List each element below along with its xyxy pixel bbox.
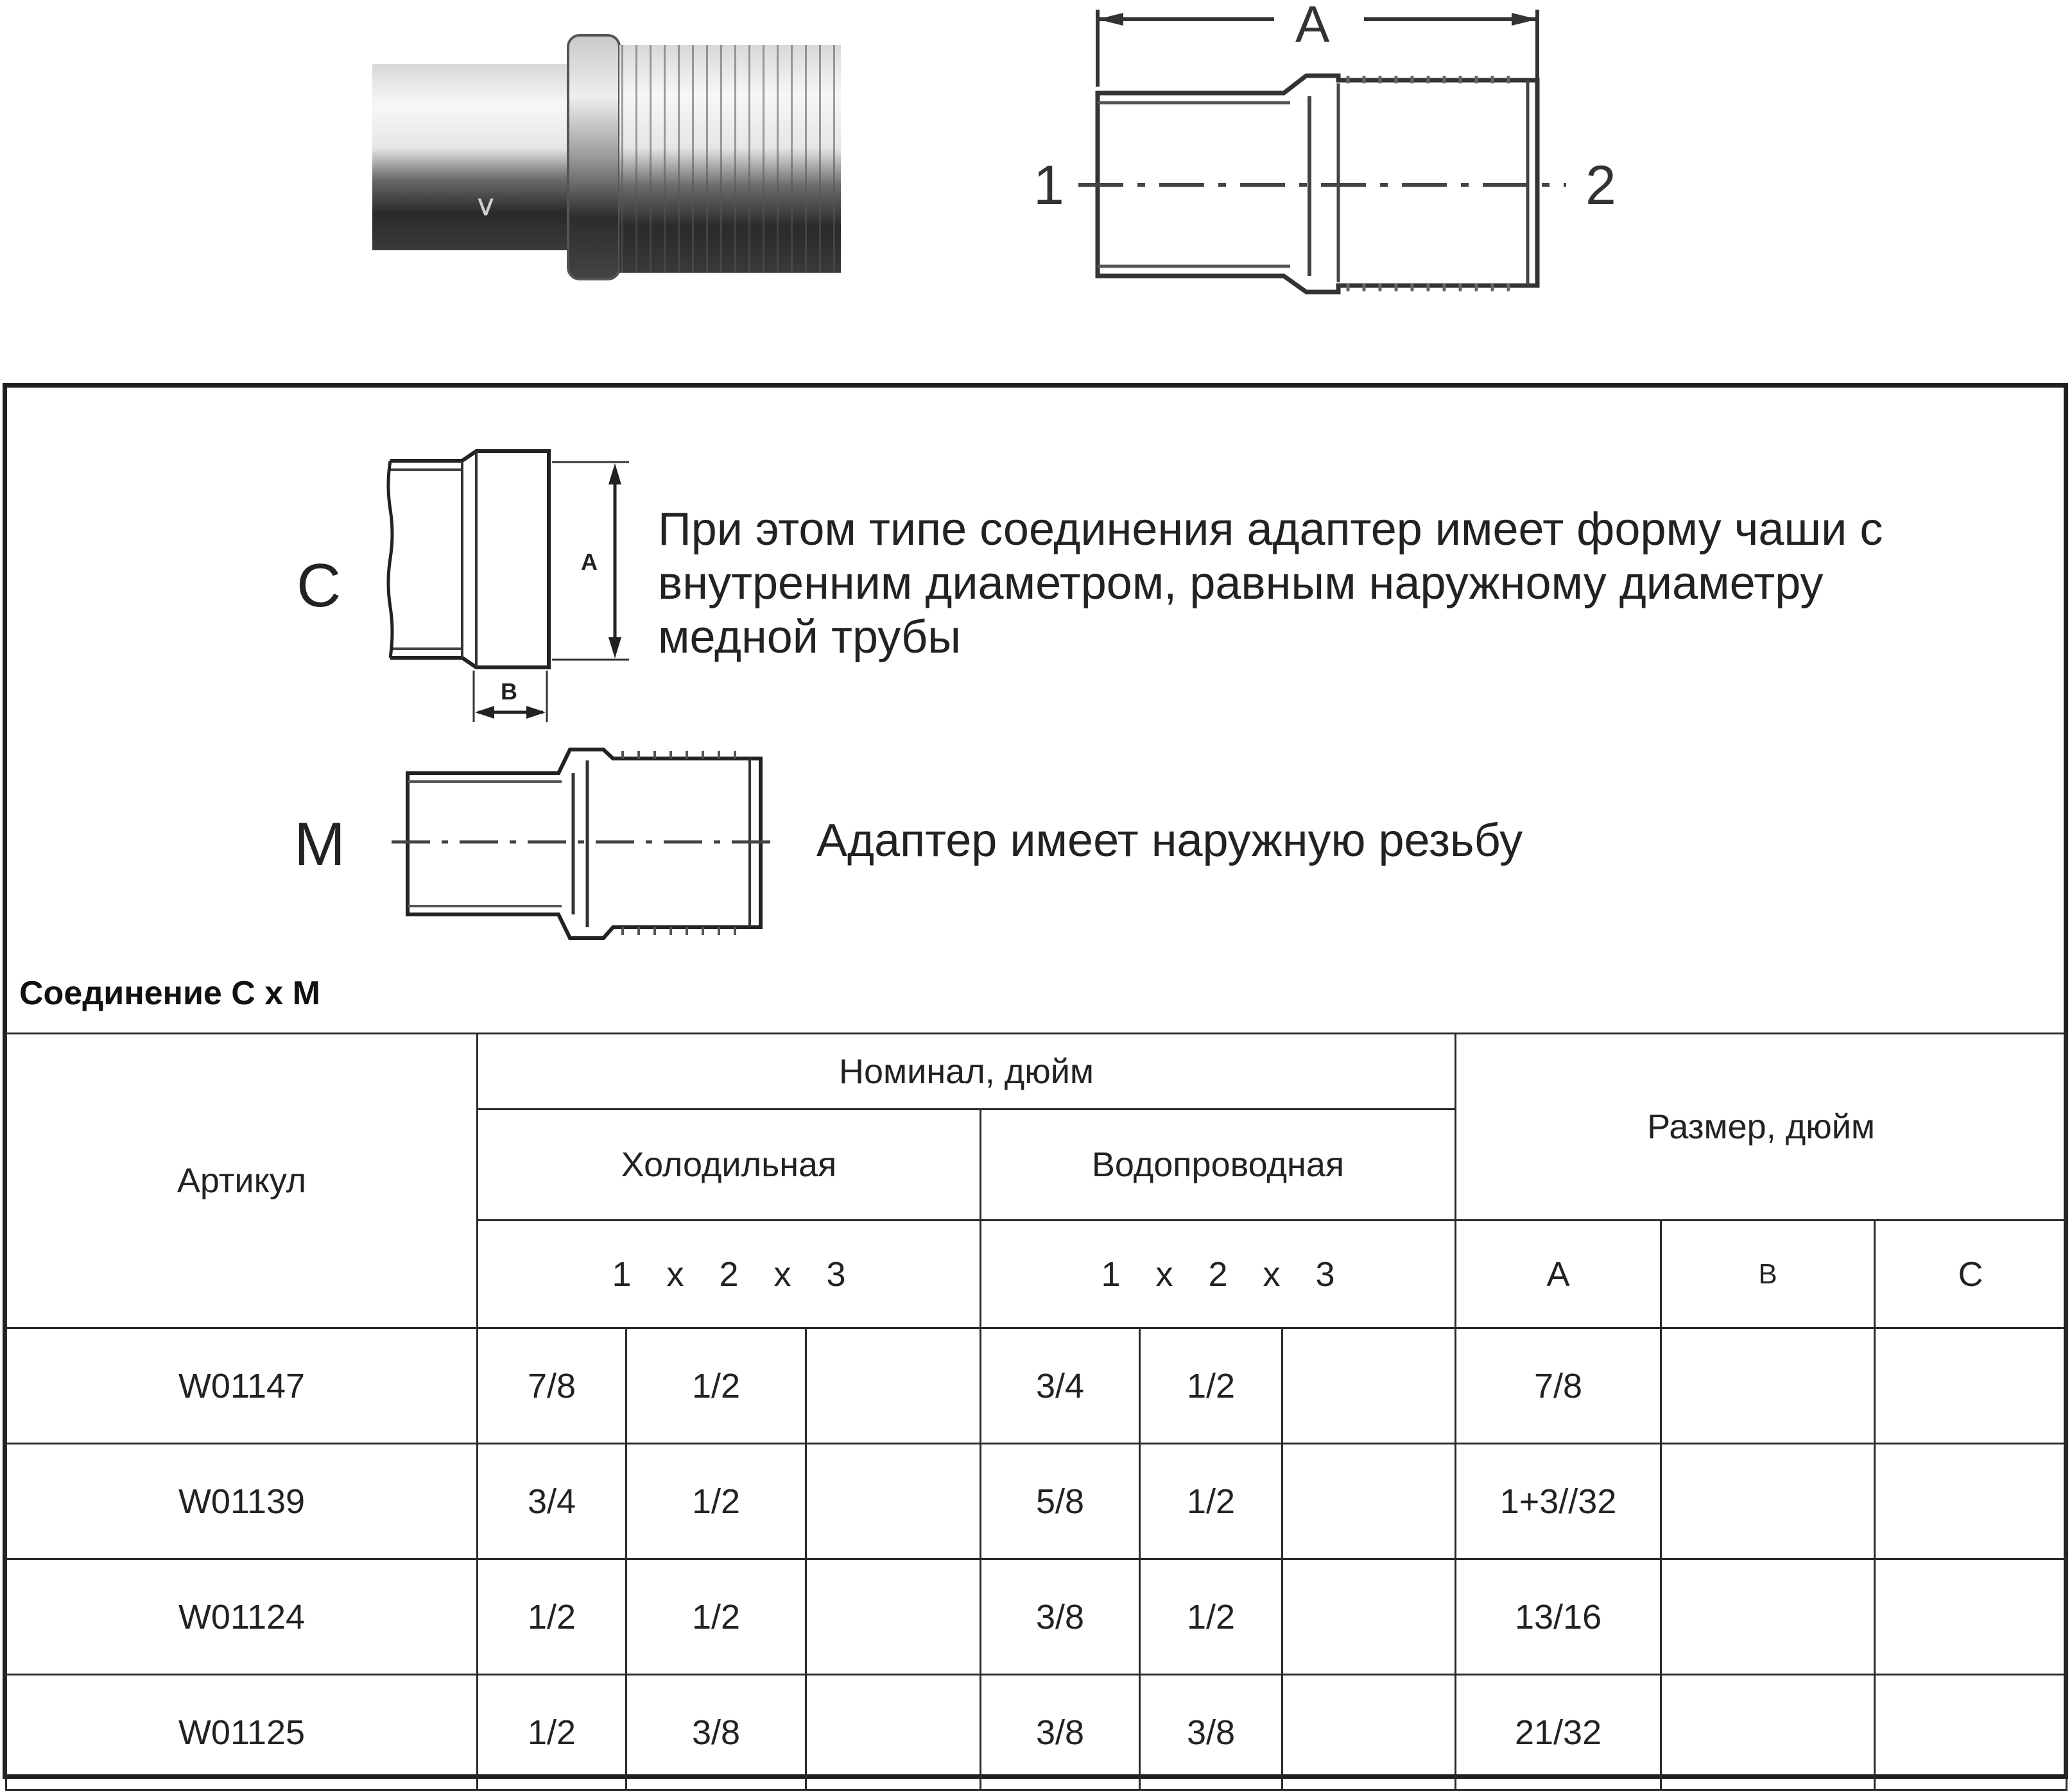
- legend-c-letter: C: [297, 551, 341, 620]
- water-3-cell: [1282, 1675, 1456, 1790]
- water-3-cell: [1282, 1444, 1456, 1559]
- legend-m-description: Адаптер имеет наружную резьбу: [816, 815, 1523, 866]
- cup-dim-a-label: A: [581, 549, 598, 575]
- nominal-header: Номинал, дюйм: [478, 1034, 1456, 1110]
- refrig-2-cell: 1/2: [626, 1559, 806, 1675]
- table-row: [6, 1444, 2067, 1559]
- refrigeration-header: Холодильная: [478, 1110, 981, 1221]
- size-c-cell: [1875, 1559, 2067, 1675]
- size-header: Размер, дюйм: [1456, 1034, 2067, 1221]
- refrig-1-cell: 1/2: [478, 1559, 626, 1675]
- size-b-cell: [1661, 1675, 1875, 1790]
- size-c-cell: [1875, 1675, 2067, 1790]
- refrig-2-cell: 1/2: [626, 1444, 806, 1559]
- section-title: Соединение С х М: [19, 975, 320, 1012]
- size-c-cell: [1875, 1328, 2067, 1444]
- cup-dim-b-label: B: [501, 678, 517, 705]
- article-cell: W01125: [6, 1675, 478, 1790]
- svg-text:ⴸ: ⴸ: [478, 196, 494, 220]
- refrig-1-cell: 1/2: [478, 1675, 626, 1790]
- col-b-header: B: [1661, 1221, 1875, 1328]
- size-b-cell: [1661, 1328, 1875, 1444]
- size-b-cell: [1661, 1559, 1875, 1675]
- water-2-cell: 1/2: [1140, 1559, 1282, 1675]
- table-row: [6, 1675, 2067, 1790]
- legend-m-letter: M: [294, 810, 345, 878]
- col-a-header: A: [1456, 1221, 1661, 1328]
- article-cell: W01147: [6, 1328, 478, 1444]
- dimension-a-label: A: [1295, 0, 1330, 53]
- size-b-cell: [1661, 1444, 1875, 1559]
- refrig-3-cell: [806, 1328, 981, 1444]
- refrig-3-cell: [806, 1559, 981, 1675]
- water-1-cell: 3/8: [981, 1675, 1140, 1790]
- size-a-cell: 21/32: [1456, 1675, 1661, 1790]
- table-row: [6, 1559, 2067, 1675]
- size-a-cell: 13/16: [1456, 1559, 1661, 1675]
- water-2-cell: 3/8: [1140, 1675, 1282, 1790]
- water-1-cell: 5/8: [981, 1444, 1140, 1559]
- refrig-3-cell: [806, 1444, 981, 1559]
- article-cell: W01139: [6, 1444, 478, 1559]
- col-c-header: C: [1875, 1221, 2067, 1328]
- size-a-cell: 1+3//32: [1456, 1444, 1661, 1559]
- spec-table: [5, 1033, 2068, 1791]
- water-3-cell: [1282, 1328, 1456, 1444]
- refrig-2-cell: 3/8: [626, 1675, 806, 1790]
- end-label-2: 2: [1585, 155, 1616, 216]
- table-row: [6, 1328, 2067, 1444]
- water-3-cell: [1282, 1559, 1456, 1675]
- size-a-cell: 7/8: [1456, 1328, 1661, 1444]
- size-c-cell: [1875, 1444, 2067, 1559]
- refrig-1-cell: 3/4: [478, 1444, 626, 1559]
- water-header: Водопроводная: [981, 1110, 1456, 1221]
- refrig-3-cell: [806, 1675, 981, 1790]
- water-1-cell: 3/4: [981, 1328, 1140, 1444]
- legend-c-description: При этом типе соединения адаптер имеет форму чаши с внутренним диаметром, равным наружному диаметру медной трубы: [658, 504, 1883, 663]
- end-label-1: 1: [1033, 155, 1064, 216]
- article-cell: W01124: [6, 1559, 478, 1675]
- refrig-2-cell: 1/2: [626, 1328, 806, 1444]
- water-2-cell: 1/2: [1140, 1444, 1282, 1559]
- water-2-cell: 1/2: [1140, 1328, 1282, 1444]
- water-index: 1 x 2 x 3: [981, 1221, 1456, 1328]
- refrigeration-index: 1 x 2 x 3: [478, 1221, 981, 1328]
- article-header: Артикул: [6, 1034, 478, 1328]
- water-1-cell: 3/8: [981, 1559, 1140, 1675]
- refrig-1-cell: 7/8: [478, 1328, 626, 1444]
